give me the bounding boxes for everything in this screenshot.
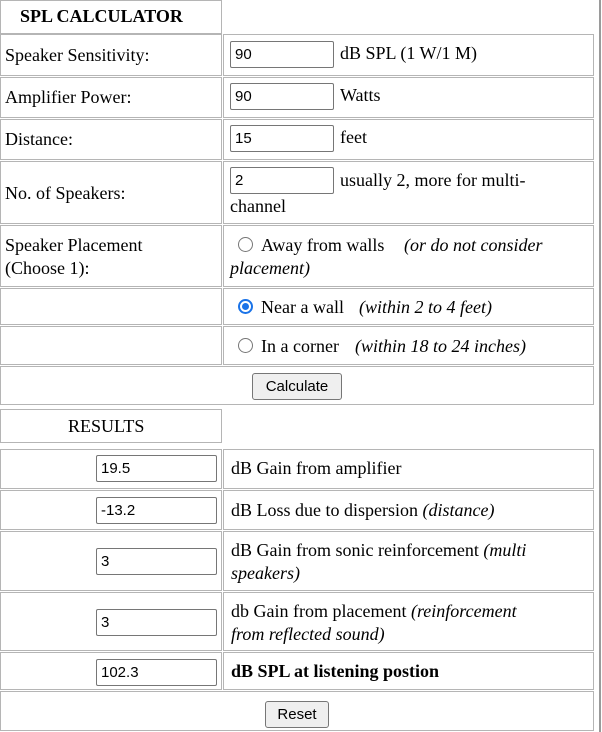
distance-input[interactable]: 15 — [230, 125, 334, 152]
power-input[interactable]: 90 — [230, 83, 334, 110]
result-distance-loss-output[interactable]: -13.2 — [96, 497, 217, 524]
placement-corner-note: (within 18 to 24 inches) — [355, 336, 526, 356]
title-cell — [0, 0, 222, 34]
placement-wall-label: Near a wall — [261, 297, 344, 317]
calculate-cell — [0, 366, 594, 405]
result-total-value-cell — [0, 652, 222, 690]
placement-empty-cell-1 — [0, 288, 222, 325]
placement-label-line1: Speaker Placement — [5, 235, 143, 255]
result-amp-text-cell — [223, 449, 594, 489]
speakers-note-line1: usually 2, more for multi- — [340, 170, 526, 190]
speakers-label-cell — [0, 161, 222, 224]
distance-label-cell — [0, 119, 222, 160]
result-placement-gain-output[interactable]: 3 — [96, 609, 217, 636]
speakers-label: No. of Speakers: — [5, 183, 126, 203]
result-sonic-text-line1: dB Gain from sonic reinforcement (multi — [231, 540, 527, 560]
sensitivity-label: Speaker Sensitivity: — [5, 45, 150, 65]
placement-away-radio[interactable] — [238, 237, 253, 252]
sensitivity-label-cell — [0, 34, 222, 76]
sensitivity-input-cell — [223, 34, 594, 76]
speakers-note-line2: channel — [230, 196, 286, 216]
results-heading: RESULTS — [68, 416, 145, 436]
power-label-cell — [0, 77, 222, 118]
results-heading-cell — [0, 409, 222, 443]
reset-button[interactable]: Reset — [265, 701, 329, 728]
power-input-cell — [223, 77, 594, 118]
distance-label: Distance: — [5, 129, 73, 149]
placement-away-note-line1: (or do not consider — [404, 235, 543, 255]
result-amp-text: dB Gain from amplifier — [231, 458, 402, 478]
calculator-title: SPL CALCULATOR — [20, 6, 183, 26]
result-sonic-gain-output[interactable]: 3 — [96, 548, 217, 575]
placement-label-line2: (Choose 1): — [5, 258, 90, 278]
placement-wall-note: (within 2 to 4 feet) — [359, 297, 492, 317]
speakers-input-cell — [223, 161, 594, 224]
result-sonic-value-cell — [0, 531, 222, 591]
distance-unit: feet — [340, 127, 367, 147]
placement-option-wall-cell — [223, 288, 594, 325]
sensitivity-input[interactable]: 90 — [230, 41, 334, 68]
calculate-button[interactable]: Calculate — [252, 373, 342, 400]
distance-input-cell — [223, 119, 594, 160]
result-distance-value-cell — [0, 490, 222, 530]
placement-corner-radio[interactable] — [238, 338, 253, 353]
result-placement-text-line2: from reflected sound) — [231, 624, 385, 644]
result-amp-value-cell — [0, 449, 222, 489]
placement-corner-label: In a corner — [261, 336, 339, 356]
power-label: Amplifier Power: — [5, 87, 132, 107]
result-placement-value-cell — [0, 592, 222, 651]
result-distance-text: dB Loss due to dispersion (distance) — [231, 500, 495, 520]
reset-cell — [0, 691, 594, 731]
placement-wall-radio[interactable] — [238, 299, 253, 314]
result-total-spl-output[interactable]: 102.3 — [96, 659, 217, 686]
result-sonic-text-cell — [223, 531, 594, 591]
placement-away-note-line2: placement) — [230, 258, 310, 278]
sensitivity-unit: dB SPL (1 W/1 M) — [340, 43, 478, 63]
result-distance-text-cell — [223, 490, 594, 530]
result-total-text: dB SPL at listening postion — [231, 661, 440, 681]
placement-label-cell — [0, 225, 222, 287]
speakers-input[interactable]: 2 — [230, 167, 334, 194]
result-placement-text-line1: db Gain from placement (reinforcement — [231, 601, 517, 621]
page-right-border — [599, 0, 601, 732]
result-placement-text-cell — [223, 592, 594, 651]
placement-option-away-cell — [223, 225, 594, 287]
placement-away-label: Away from walls — [261, 235, 385, 255]
result-sonic-text-line2: speakers) — [231, 563, 300, 583]
power-unit: Watts — [340, 85, 381, 105]
result-total-text-cell — [223, 652, 594, 690]
result-amp-gain-output[interactable]: 19.5 — [96, 455, 217, 482]
placement-empty-cell-2 — [0, 326, 222, 365]
placement-option-corner-cell — [223, 326, 594, 365]
